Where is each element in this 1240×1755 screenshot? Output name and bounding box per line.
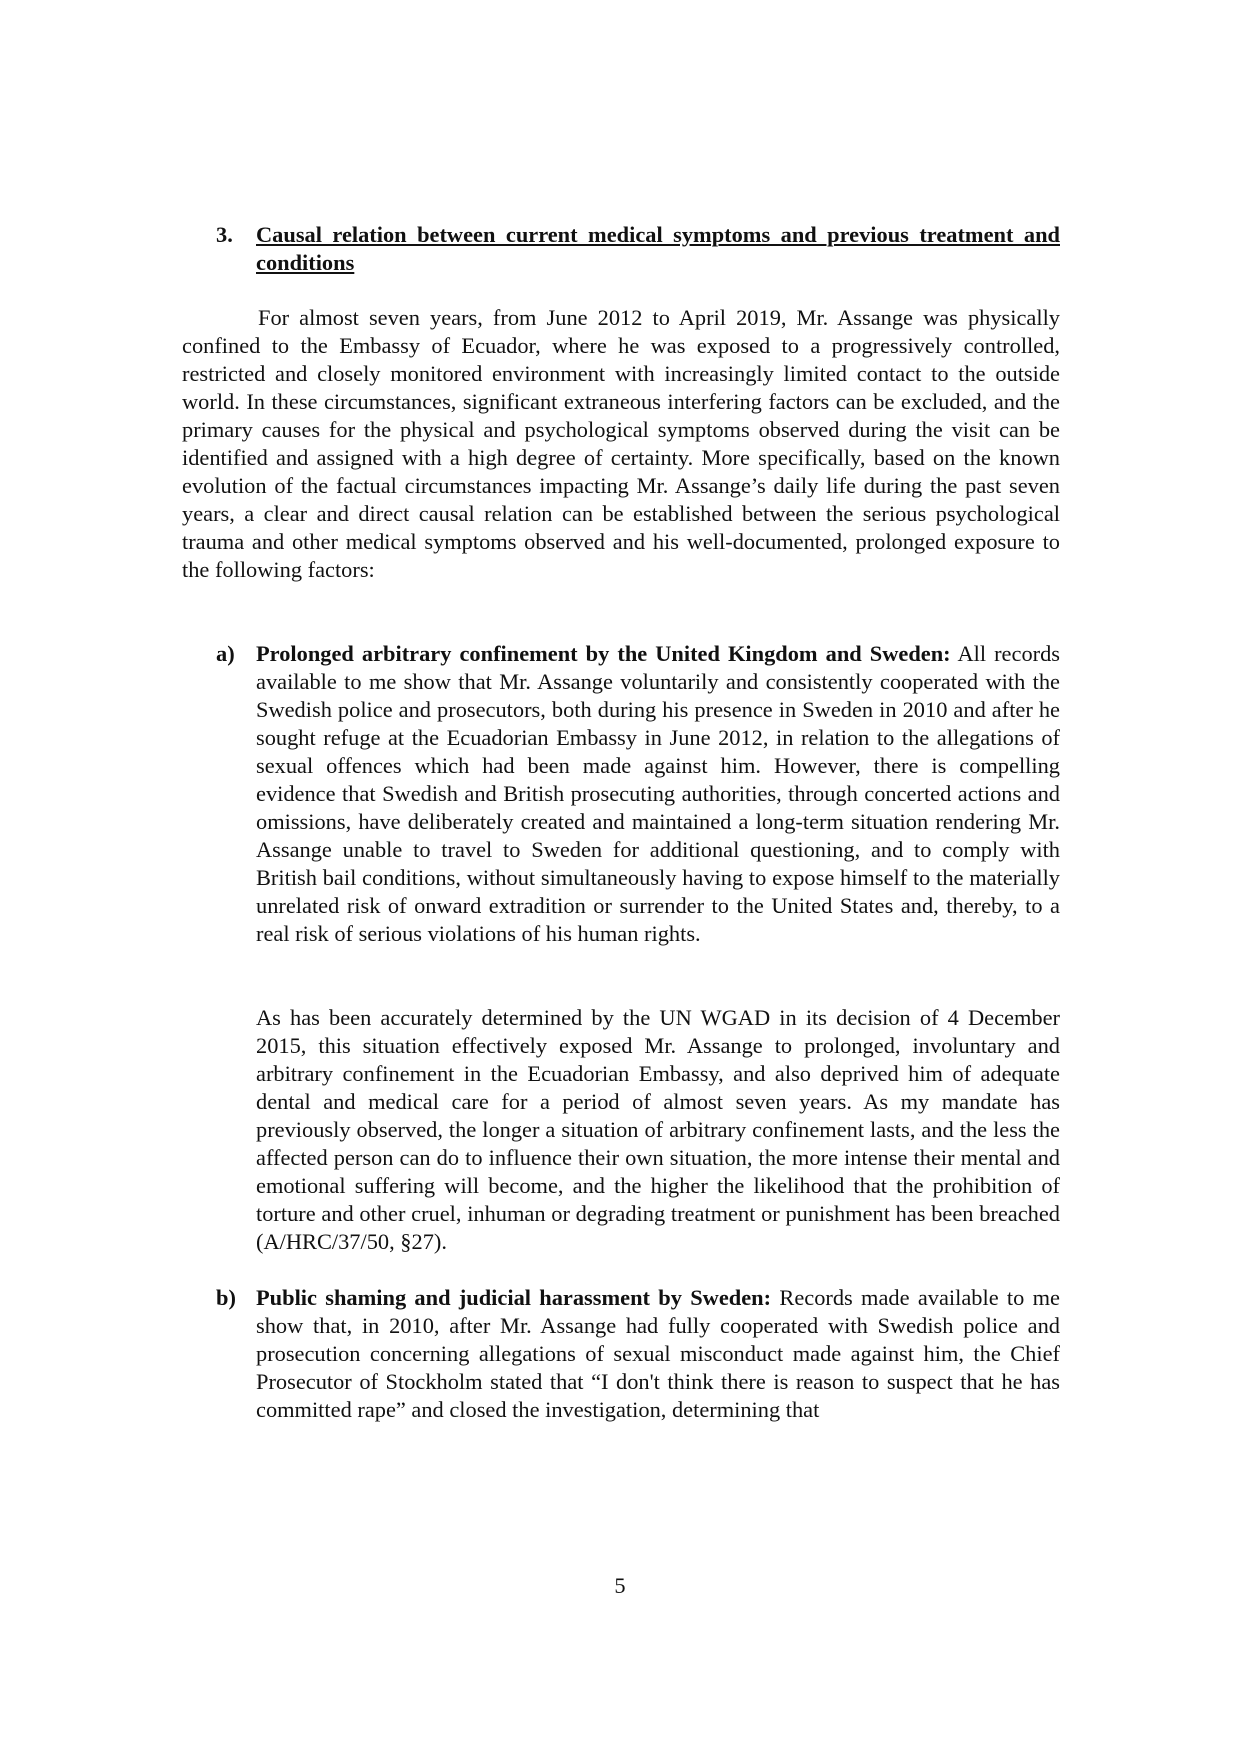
intro-paragraph: For almost seven years, from June 2012 to April 2019, Mr. Assange was physically confined to the Embassy of Ecuador, where he was exposed to a progressively controlled, restricted and closely monitored environment with increasingly limited contact to the outside world. In these circumstances, significant extraneous interfering factors can be excluded, and the primary causes for the physical and psychological symptoms observed during the visit can be identified and assigned with a high degree of certainty. More specifically, based on the known evolution of the factual circumstances impacting Mr. Assange’s daily life during the past seven years, a clear and direct causal relation can be established between the serious psychological trauma and other medical symptoms observed and his well-documented, prolonged exposure to the following factors: bbox=[182, 305, 1060, 582]
list-item-a-continuation: As has been accurately determined by the UN WGAD in its decision of 4 December 2015, this situation effectively exposed Mr. Assange to prolonged, involuntary and arbitrary confinement in the Ecuadorian Embassy, and also deprived him of adequate dental and medical care for a period of almost seven years. As my mandate has previously observed, the longer a situation of arbitrary confinement lasts, and the less the affected person can do to influence their own situation, the more intense their mental and emotional suffering will become, and the higher the likelihood that the prohibition of torture and other cruel, inhuman or degrading treatment or punishment has been breached (A/HRC/37/50, §27). bbox=[256, 1005, 1060, 1254]
list-item-b-body bbox=[256, 1284, 1060, 1424]
list-item-b-text: Records made available to me show that, in 2010, after Mr. Assange had fully cooperated with Swedish police and prosecution concerning allegations of sexual misconduct made against him, the Chief Prosecutor of Stockholm stated that “I don't think there is reason to suspect that he has committed rape” and closed the investigation, determining that bbox=[256, 1285, 1060, 1422]
section-number: 3. bbox=[216, 222, 233, 247]
list-item-b-lead: Public shaming and judicial harassment by Sweden: bbox=[256, 1285, 772, 1310]
list-item-a-lead: Prolonged arbitrary confinement by the United Kingdom and Sweden: bbox=[256, 641, 951, 666]
list-item-a-text: All records available to me show that Mr. Assange voluntarily and consistently cooperated with the Swedish police and prosecutors, both during his presence in Sweden in 2010 and after he sought refuge at the Ecuadorian Embassy in June 2012, in relation to the allegations of sexual offences which had been made against him. However, there is compelling evidence that Swedish and British prosecuting authorities, through concerted actions and omissions, have deliberately created and maintained a long-term situation rendering Mr. Assange unable to travel to Sweden for additional questioning, and to comply with British bail conditions, without simultaneously having to expose himself to the materially unrelated risk of onward extradition or surrender to the United States and, thereby, to a real risk of serious violations of his human rights. bbox=[256, 641, 1060, 946]
list-marker-b: b) bbox=[216, 1285, 236, 1310]
list-item-a-body bbox=[256, 640, 1060, 948]
page-number: 5 bbox=[614, 1573, 626, 1598]
section-title: Causal relation between current medical symptoms and previous treatment and conditions bbox=[256, 222, 1060, 275]
list-marker-a: a) bbox=[216, 641, 235, 666]
